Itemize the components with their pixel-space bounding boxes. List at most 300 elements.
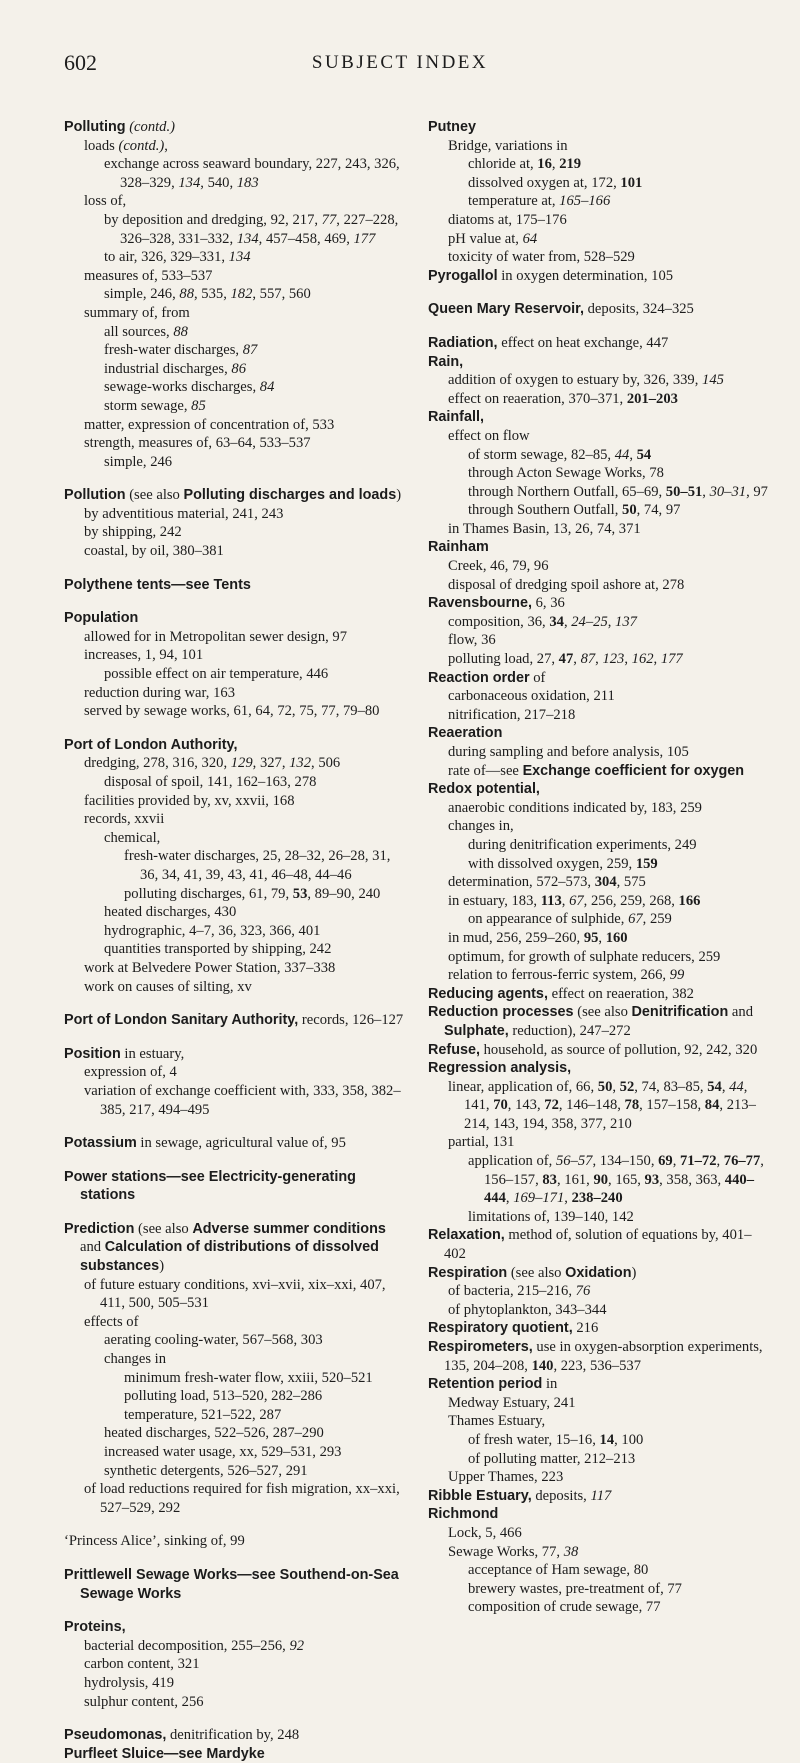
page-ref-table: 101 xyxy=(620,174,643,191)
entry-text: to air, 326, 329–331, xyxy=(104,249,229,266)
page-ref-table: 160 xyxy=(605,929,628,946)
index-heading-entry xyxy=(64,1168,404,1205)
page-header xyxy=(0,50,800,80)
page-ref-table: 76–77 xyxy=(723,1153,761,1170)
index-subentry xyxy=(428,501,768,520)
page-ref-table: 54 xyxy=(636,446,652,463)
index-term: Putney xyxy=(428,119,476,135)
index-subentry xyxy=(64,1406,404,1425)
index-subentry xyxy=(428,1580,768,1599)
index-subentry xyxy=(428,892,768,911)
index-subentry xyxy=(64,341,404,360)
index-heading-entry xyxy=(428,1003,768,1040)
index-subentry xyxy=(64,285,404,304)
entry-text: by deposition and dredging, 92, 217, xyxy=(104,211,322,228)
entry-text: , xyxy=(598,929,606,946)
page-ref-table: 84 xyxy=(704,1097,720,1114)
index-subentry xyxy=(428,483,768,502)
index-heading-entry xyxy=(428,780,768,799)
entry-text: fresh-water discharges, xyxy=(104,342,243,359)
entry-text: carbon content, 321 xyxy=(84,1656,200,1673)
entry-text: , xyxy=(702,483,710,500)
entry-text: work on causes of silting, xv xyxy=(84,978,252,995)
entry-text: hydrographic, 4–7, 36, 323, 366, 401 xyxy=(104,922,321,939)
index-term: Reducing agents, xyxy=(428,985,548,1002)
index-subentry xyxy=(64,940,404,959)
index-subentry xyxy=(428,631,768,650)
index-term: Respirometers, xyxy=(428,1339,533,1355)
index-subentry xyxy=(64,1462,404,1481)
entry-text: disposal of spoil, 141, 162–163, 278 xyxy=(104,774,317,790)
page-ref-figure: 137 xyxy=(615,613,637,630)
index-subentry xyxy=(428,1450,768,1469)
index-term: Polluting xyxy=(64,119,126,135)
index-subentry xyxy=(428,817,768,836)
page-ref-table: 14 xyxy=(599,1431,615,1448)
page-ref-table: 219 xyxy=(559,156,582,173)
entry-text: of phytoplankton, 343–344 xyxy=(448,1301,607,1318)
page-ref-figure: 117 xyxy=(590,1487,612,1504)
entry-text: through Northern Outfall, 65–69, xyxy=(468,483,666,500)
entry-text: (see also xyxy=(125,487,184,504)
index-heading-entry xyxy=(64,486,404,505)
entry-text: simple, 246 xyxy=(104,453,173,470)
index-subentry xyxy=(64,542,404,561)
entry-text: ) xyxy=(631,1264,637,1281)
page-ref-figure: 38 xyxy=(563,1543,579,1560)
entry-text: during sampling and before analysis, 105 xyxy=(448,744,689,760)
entry-text: , xyxy=(672,1153,680,1170)
entry-text: during denitrification experiments, 249 xyxy=(468,836,697,853)
index-term: Retention period xyxy=(428,1376,543,1393)
entry-text: industrial discharges, xyxy=(104,360,232,377)
index-subentry xyxy=(428,520,768,539)
index-heading-entry xyxy=(428,118,768,137)
entry-text: deposits, 324–325 xyxy=(583,301,694,318)
index-term: Potassium xyxy=(64,1135,137,1152)
entry-text: minimum fresh-water flow, xxiii, 520–521 xyxy=(124,1369,373,1386)
page-ref-figure: 129 xyxy=(230,755,253,772)
page-ref-figure: (contd.) xyxy=(125,119,175,135)
entry-text: (see also xyxy=(507,1264,566,1281)
entry-text: rate of—see xyxy=(448,762,523,779)
entry-text: hydrolysis, 419 xyxy=(84,1674,174,1691)
entry-text: anaerobic conditions indicated by, 183, 259 xyxy=(448,799,702,816)
entry-text: Sewage Works, 77, xyxy=(448,1543,564,1560)
page-ref-table: 72 xyxy=(544,1097,559,1114)
entry-text: brewery wastes, pre-treatment of, 77 xyxy=(468,1580,682,1597)
entry-text: carbonaceous oxidation, 211 xyxy=(448,688,615,705)
entry-text: , xyxy=(164,137,168,154)
entry-text: , 358, 363, xyxy=(659,1171,725,1188)
index-heading-entry xyxy=(428,1338,768,1375)
entry-text: , 161, xyxy=(556,1171,594,1188)
entry-text: composition of crude sewage, 77 xyxy=(468,1599,661,1616)
index-term: Prittlewell Sewage Works—see Southend-on-Sea Sewage Works xyxy=(64,1566,399,1602)
page-ref-table: 53 xyxy=(292,885,308,902)
entry-text: effect on heat exchange, 447 xyxy=(497,334,669,351)
index-subentry xyxy=(64,628,404,647)
page-ref-figure: 123 xyxy=(602,651,625,668)
page-ref-figure: 165–166 xyxy=(559,193,611,210)
page-ref-table: 47 xyxy=(558,651,574,668)
index-subentry xyxy=(64,211,404,248)
index-term: Ravensbourne, xyxy=(428,595,532,612)
entry-text: , xyxy=(716,1153,724,1170)
entry-text: in xyxy=(542,1376,558,1393)
entry-text: strength, measures of, 63–64, 533–537 xyxy=(84,435,311,452)
entry-text: relation to ferrous-ferric system, 266, xyxy=(448,967,670,984)
index-subentry xyxy=(428,1208,768,1227)
index-term: Sulphate, xyxy=(444,1022,509,1039)
entry-text: sewage-works discharges, xyxy=(104,379,260,396)
entry-text: dissolved oxygen at, 172, xyxy=(468,174,621,191)
index-subentry xyxy=(428,137,768,156)
index-term: Radiation, xyxy=(428,334,498,351)
entry-text: measures of, 533–537 xyxy=(84,267,213,284)
entry-text: , xyxy=(563,613,572,630)
index-subentry xyxy=(64,1387,404,1406)
entry-text: , 165, xyxy=(608,1171,645,1188)
page-ref-table: 34 xyxy=(549,613,564,630)
entry-text: , 540, xyxy=(200,174,237,191)
index-heading-entry xyxy=(428,1226,768,1263)
entry-text: dredging, 278, 316, 320, xyxy=(84,755,231,772)
index-subentry xyxy=(64,1350,404,1369)
entry-text: , 146–148, xyxy=(558,1097,625,1114)
index-subentry xyxy=(428,155,768,174)
entry-text: by adventitious material, 241, 243 xyxy=(84,505,284,522)
index-subentry xyxy=(64,523,404,542)
index-heading-entry xyxy=(428,1505,768,1524)
index-subentry xyxy=(428,1282,768,1301)
entry-text: matter, expression of concentration of, 533 xyxy=(84,416,335,433)
index-subentry xyxy=(64,885,404,904)
index-subentry xyxy=(428,174,768,193)
index-term: Calculation of distributions of dissolved substances xyxy=(80,1239,379,1275)
index-subentry xyxy=(428,1133,768,1152)
entry-text: polluting load, 513–520, 282–286 xyxy=(124,1388,323,1405)
entry-text: , 227–228, 326–328, 331–332, xyxy=(120,211,399,247)
index-subentry xyxy=(64,360,404,379)
entry-text: reduction during war, 163 xyxy=(84,684,235,701)
entry-text: , 134–150, xyxy=(592,1153,659,1170)
page-ref-figure: 134 xyxy=(228,249,251,266)
index-heading-entry xyxy=(428,538,768,557)
index-subentry xyxy=(64,1331,404,1350)
index-subentry xyxy=(64,665,404,684)
index-subentry xyxy=(428,1431,768,1450)
entry-text: optimum, for growth of sulphate reducers, 259 xyxy=(448,948,721,965)
index-term: Denitrification xyxy=(631,1004,729,1021)
index-subentry xyxy=(64,1369,404,1388)
index-subentry xyxy=(428,1412,768,1431)
index-subentry xyxy=(64,810,404,829)
index-subentry xyxy=(64,397,404,416)
index-subentry xyxy=(64,248,404,267)
index-subentry xyxy=(428,464,768,483)
index-heading-entry xyxy=(428,300,768,319)
page-ref-table: 54 xyxy=(707,1078,722,1095)
index-subentry xyxy=(428,576,768,595)
index-term: Rainfall, xyxy=(428,409,484,426)
page-ref-figure: 85 xyxy=(191,397,206,414)
page-ref-figure: 67 xyxy=(569,892,584,909)
entry-text: , 223, 536–537 xyxy=(553,1357,642,1374)
entry-text: quantities transported by shipping, 242 xyxy=(104,941,332,958)
page-ref-table: 90 xyxy=(593,1171,609,1188)
entry-text: effect on reaeration, 382 xyxy=(547,985,694,1002)
index-heading-entry xyxy=(64,736,404,755)
entry-text: of polluting matter, 212–213 xyxy=(468,1450,636,1467)
entry-text: storm sewage, xyxy=(104,397,192,414)
entry-text: (see also xyxy=(134,1220,193,1237)
page-ref-figure: 177 xyxy=(353,230,376,247)
entry-text: Lock, 5, 466 xyxy=(448,1524,522,1541)
index-subentry xyxy=(428,211,768,230)
index-term: Prediction xyxy=(64,1220,135,1237)
index-term: Richmond xyxy=(428,1506,499,1523)
entry-text: loads xyxy=(84,137,119,154)
index-subentry xyxy=(64,829,404,848)
page-ref-table: 71–72 xyxy=(680,1153,717,1170)
index-heading-entry xyxy=(428,1375,768,1394)
page-ref-table: 238–240 xyxy=(571,1190,623,1207)
index-heading-entry xyxy=(64,1745,404,1763)
entry-text: summary of, from xyxy=(84,304,190,321)
entry-text: , xyxy=(551,156,560,173)
page-ref-table: 201–203 xyxy=(626,390,678,407)
entry-text: pH value at, xyxy=(448,230,523,247)
entry-text: heated discharges, 430 xyxy=(104,904,237,921)
index-heading-entry xyxy=(64,1726,404,1745)
running-head: SUBJECT INDEX xyxy=(311,52,489,73)
entry-text: increased water usage, xx, 529–531, 293 xyxy=(104,1444,342,1460)
index-heading-entry xyxy=(428,353,768,372)
page-ref-figure: 30–31 xyxy=(709,483,747,500)
entry-text: , 97 xyxy=(746,483,768,500)
entry-text: reduction), 247–272 xyxy=(508,1022,631,1039)
index-subentry xyxy=(64,137,404,156)
entry-text: , 74, 97 xyxy=(636,502,681,519)
index-column-right xyxy=(428,118,768,1617)
entry-text: , xyxy=(629,446,637,463)
index-subentry xyxy=(64,1693,404,1712)
page-ref-table: 78 xyxy=(624,1097,640,1114)
index-term: Pseudomonas, xyxy=(64,1727,167,1744)
index-term: Adverse summer conditions xyxy=(192,1220,386,1237)
page-ref-table: 69 xyxy=(658,1153,673,1170)
entry-text: allowed for in Metropolitan sewer design, 97 xyxy=(84,628,348,645)
entry-text: expression of, 4 xyxy=(84,1064,177,1081)
entry-text: served by sewage works, 61, 64, 72, 75, 77, 79–80 xyxy=(84,703,380,720)
entry-text: in sewage, agricultural value of, 95 xyxy=(136,1135,346,1152)
index-heading-entry xyxy=(64,1011,404,1030)
entry-text: , 213–214, 143, 194, 358, 377, 210 xyxy=(464,1097,756,1132)
index-heading-entry xyxy=(428,408,768,427)
index-subentry xyxy=(64,754,404,773)
index-subentry xyxy=(428,836,768,855)
entry-text: records, xxvii xyxy=(84,811,165,828)
entry-text: , 575 xyxy=(616,874,646,891)
page-ref-table: 50 xyxy=(597,1078,613,1095)
index-term: Reaction order xyxy=(428,669,530,686)
entry-text: , 89–90, 240 xyxy=(307,885,381,902)
entry-text: , xyxy=(612,1078,620,1095)
entry-text: Creek, 46, 79, 96 xyxy=(448,558,549,575)
index-subentry xyxy=(64,646,404,665)
entry-text: 216 xyxy=(572,1320,599,1337)
entry-text: , xyxy=(595,651,603,668)
page-ref-figure: 87 xyxy=(580,651,596,668)
index-subentry xyxy=(64,1655,404,1674)
index-subentry xyxy=(64,922,404,941)
entry-text: denitrification by, 248 xyxy=(166,1727,300,1744)
index-term: Oxidation xyxy=(565,1264,632,1281)
index-subentry xyxy=(428,371,768,390)
entry-text: limitations of, 139–140, 142 xyxy=(468,1208,634,1225)
index-term: Reaeration xyxy=(428,725,503,742)
entry-text: variation of exchange coefficient with, 333, 358, 382–385, 217, 494–495 xyxy=(84,1082,401,1118)
index-term: Power stations—see Electricity-generating stations xyxy=(64,1168,356,1204)
index-term: Port of London Authority, xyxy=(64,736,238,753)
index-term: Redox potential, xyxy=(428,781,540,798)
index-subentry xyxy=(428,799,768,818)
index-term: Rain, xyxy=(428,353,464,370)
entry-text: of storm sewage, 82–85, xyxy=(468,446,615,463)
index-heading-entry xyxy=(64,1618,404,1637)
index-subentry xyxy=(428,1301,768,1320)
index-subentry xyxy=(428,687,768,706)
page-ref-figure: 92 xyxy=(289,1637,305,1654)
page-ref-figure: 67 xyxy=(628,911,643,928)
index-subentry xyxy=(428,762,768,781)
index-term: Ribble Estuary, xyxy=(428,1487,532,1504)
entry-text: loss of, xyxy=(84,193,127,210)
page-ref-figure: 44 xyxy=(614,446,630,463)
index-subentry xyxy=(64,702,404,721)
index-subentry xyxy=(64,323,404,342)
page-number: 602 xyxy=(64,50,97,75)
entry-text: bacterial decomposition, 255–256, xyxy=(84,1637,290,1654)
index-term: Purfleet Sluice—see Mardyke xyxy=(64,1745,265,1762)
index-term: Proteins, xyxy=(64,1619,126,1636)
entry-text: , xyxy=(573,651,581,668)
index-subentry xyxy=(428,557,768,576)
page-ref-figure: 183 xyxy=(236,174,259,191)
entry-text: effects of xyxy=(84,1313,139,1330)
index-subentry xyxy=(428,910,768,929)
page-ref-table: 16 xyxy=(537,156,552,173)
index-term: Refuse, xyxy=(428,1041,480,1058)
entry-text: , xyxy=(564,1190,572,1207)
entry-text: all sources, xyxy=(104,323,174,340)
entry-text: (see also xyxy=(573,1004,632,1021)
entry-text: aerating cooling-water, 567–568, 303 xyxy=(104,1332,323,1349)
index-term: Queen Mary Reservoir, xyxy=(428,301,584,318)
index-subentry xyxy=(428,1078,768,1134)
entry-text: work at Belvedere Power Station, 337–338 xyxy=(84,959,336,976)
page-ref-figure: 44 xyxy=(729,1078,744,1095)
page-ref-table: 50 xyxy=(622,502,637,519)
index-heading-entry xyxy=(428,267,768,286)
index-term: Respiratory quotient, xyxy=(428,1320,573,1337)
entry-text: toxicity of water from, 528–529 xyxy=(448,249,635,266)
page-ref-figure: 145 xyxy=(702,372,724,389)
entry-text: , 506 xyxy=(311,755,341,772)
index-heading-entry xyxy=(428,1059,768,1078)
page-ref-table: 83 xyxy=(542,1171,557,1188)
index-subentry xyxy=(428,929,768,948)
page-ref-figure: 64 xyxy=(522,230,538,247)
page-ref-figure: (contd.) xyxy=(118,137,165,154)
entry-text: partial, 131 xyxy=(448,1134,515,1151)
index-heading-entry xyxy=(428,985,768,1004)
index-heading-entry xyxy=(428,1487,768,1506)
entry-text: by shipping, 242 xyxy=(84,524,182,541)
index-term: Rainham xyxy=(428,539,489,556)
entry-text: , 74, 83–85, xyxy=(634,1078,708,1095)
index-subentry xyxy=(64,1637,404,1656)
entry-text: household, as source of pollution, 92, 242, 320 xyxy=(479,1041,758,1058)
entry-text: , 256, 259, 268, xyxy=(583,892,679,909)
page-ref-figure: 134 xyxy=(178,174,201,191)
entry-text: method of, solution of equations by, 401–402 xyxy=(444,1227,752,1263)
index-term: Relaxation, xyxy=(428,1227,505,1244)
index-subentry xyxy=(428,1468,768,1487)
page-ref-table: 166 xyxy=(678,892,701,909)
entry-text: Thames Estuary, xyxy=(448,1413,546,1430)
entry-text: flow, 36 xyxy=(448,632,496,649)
entry-text: through Acton Sewage Works, 78 xyxy=(468,465,664,482)
index-subentry xyxy=(64,1313,404,1332)
entry-text: polluting load, 27, xyxy=(448,651,559,668)
entry-text: of future estuary conditions, xvi–xvii, xix–xxi, 407, 411, 500, 505–531 xyxy=(84,1276,386,1312)
index-heading-entry xyxy=(428,594,768,613)
index-subentry xyxy=(64,1082,404,1119)
entry-text: coastal, by oil, 380–381 xyxy=(84,543,224,560)
page-ref-figure: 88 xyxy=(179,286,194,303)
entry-text: through Southern Outfall, xyxy=(468,502,623,519)
entry-text: 6, 36 xyxy=(531,595,565,612)
index-term: Polythene tents—see Tents xyxy=(64,576,251,593)
entry-text: diatoms at, 175–176 xyxy=(448,211,567,228)
page-ref-figure: 88 xyxy=(173,323,188,340)
page-ref-figure: 24–25 xyxy=(571,613,608,630)
index-term: Port of London Sanitary Authority, xyxy=(64,1012,299,1029)
page-ref-figure: 132 xyxy=(289,755,312,772)
entry-text: in estuary, 183, xyxy=(448,892,541,909)
index-subentry xyxy=(64,1424,404,1443)
entry-text: sulphur content, 256 xyxy=(84,1693,204,1710)
index-subentry xyxy=(64,959,404,978)
page-ref-figure: 177 xyxy=(660,651,683,668)
index-term: Pollution xyxy=(64,487,126,504)
index-subentry xyxy=(428,1152,768,1208)
index-subentry xyxy=(428,390,768,409)
entry-text: Upper Thames, 223 xyxy=(448,1469,564,1486)
index-subentry xyxy=(428,192,768,211)
index-subentry xyxy=(428,948,768,967)
entry-text: use in oxygen-absorption experiments, 135, 204–208, xyxy=(444,1339,763,1374)
entry-text: , 457–458, 469, xyxy=(258,230,354,247)
entry-text: disposal of dredging spoil ashore at, 278 xyxy=(448,576,685,593)
entry-text: heated discharges, 522–526, 287–290 xyxy=(104,1425,324,1442)
index-subentry xyxy=(428,743,768,762)
index-heading-entry xyxy=(64,609,404,628)
entry-text: on appearance of sulphide, xyxy=(468,911,629,928)
index-subentry xyxy=(64,1674,404,1693)
